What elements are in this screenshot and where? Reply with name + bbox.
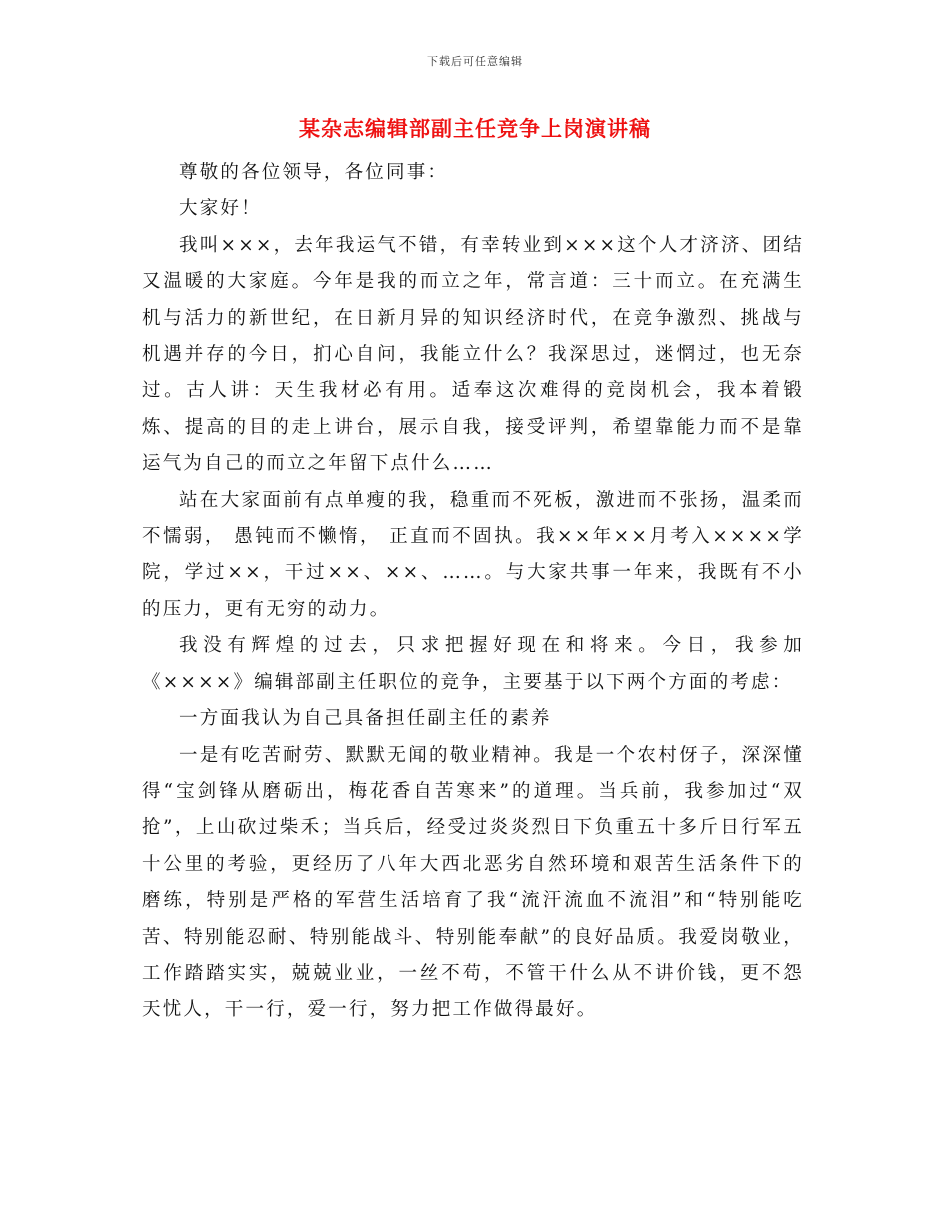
document-title: 某杂志编辑部副主任竞争上岗演讲稿 <box>299 116 651 141</box>
paragraph-motivation: 我没有辉煌的过去，只求把握好现在和将来。今日，我参加《××××》编辑部副主任职位的竞争，主要基于以下两个方面的考虑： <box>142 635 804 693</box>
paragraph-salutation: 尊敬的各位领导，各位同事： <box>179 162 449 183</box>
document-body <box>142 155 804 1029</box>
paragraph-section-heading: 一方面我认为自己具备担任副主任的素养 <box>179 708 552 730</box>
paragraph-work-ethic: 一是有吃苦耐劳、默默无闻的敬业精神。我是一个农村伢子，深深懂得“宝剑锋从磨砺出，梅花香自苦寒来”的道理。当兵前，我参加过“双抢”，上山砍过柴禾；当兵后，经受过炎炎烈日下负重五十多斤日行军五十公里的考验，更经历了八年大西北恶劣自然环境和艰苦生活条件下的磨练，特别是严格的军营生活培育了我“流汗流血不流泪”和“特别能吃苦、特别能忍耐、特别能战斗、特别能奉献”的良好品质。我爱岗敬业，工作踏踏实实，兢兢业业，一丝不苟，不管干什么从不讲价钱，更不怨天忧人，干一行，爱一行，努力把工作做得最好。 <box>142 744 804 1021</box>
paragraph-self-description: 站在大家面前有点单瘦的我，稳重而不死板，激进而不张扬，温柔而不懦弱， 愚钝而不懒惰， 正直而不固执。我××年××月考入××××学院，学过××，干过××、××、……。与大家共事一年来，我既有不小的压力，更有无穷的动力。 <box>142 489 804 620</box>
header-note: 下载后可任意编辑 <box>427 55 523 68</box>
paragraph-introduction: 我叫×××，去年我运气不错，有幸转业到×××这个人才济济、团结又温暖的大家庭。今年是我的而立之年，常言道：三十而立。在充满生机与活力的新世纪，在日新月异的知识经济时代，在竞争激烈、挑战与机遇并存的今日，扪心自问，我能立什么？我深思过，迷惘过，也无奈过。古人讲：天生我材必有用。适奉这次难得的竞岗机会，我本着锻炼、提高的目的走上讲台，展示自我，接受评判，希望靠能力而不是靠运气为自己的而立之年留下点什么…… <box>142 234 804 475</box>
paragraph-greeting: 大家好！ <box>179 198 262 220</box>
